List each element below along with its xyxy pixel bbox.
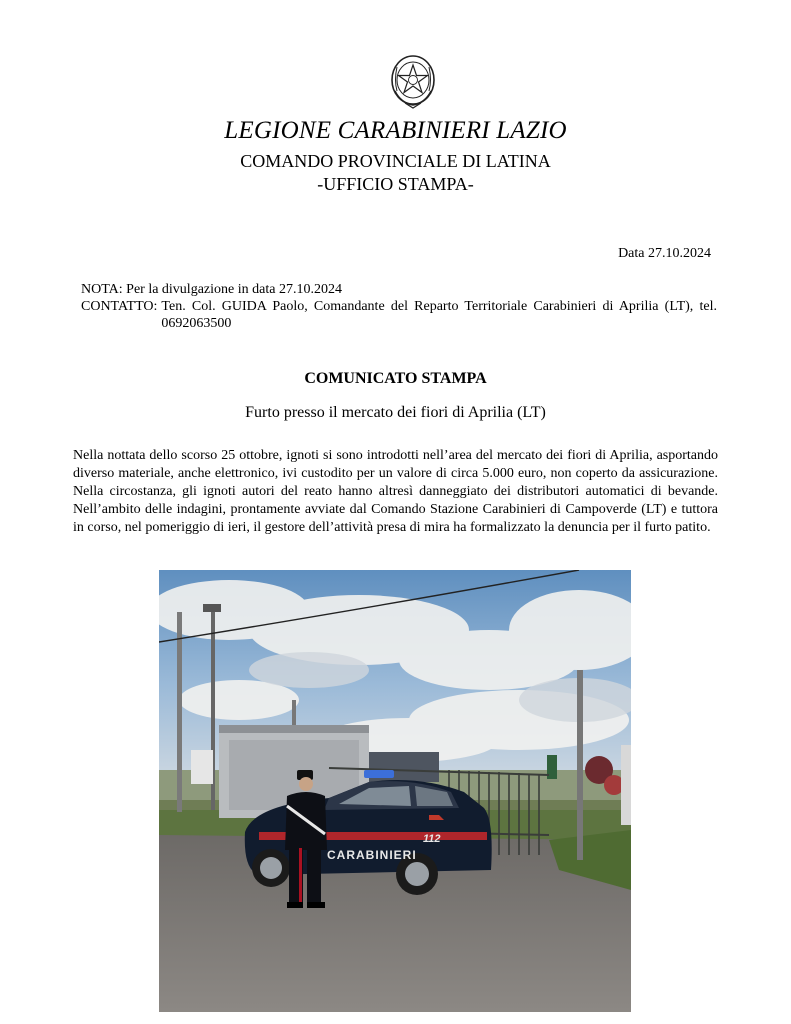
- nota-text: Per la divulgazione in data 27.10.2024: [126, 282, 342, 297]
- office-label: -UFFICIO STAMPA-: [317, 174, 474, 194]
- org-subtitle: COMANDO PROVINCIALE DI LATINA: [240, 151, 551, 171]
- document-date: Data 27.10.2024: [618, 246, 711, 261]
- contatto-text: Ten. Col. GUIDA Paolo, Comandante del Reparto Territoriale Carabinieri di Aprilia (LT), tel. 0692063500: [161, 299, 717, 331]
- car-emergency-number: 112: [423, 833, 441, 845]
- nota-row: [81, 281, 717, 298]
- org-title: LEGIONE CARABINIERI LAZIO: [224, 117, 567, 144]
- press-release-subtitle: Furto presso il mercato dei fiori di Aprilia (LT): [245, 404, 546, 421]
- press-release-title: COMUNICATO STAMPA: [304, 370, 487, 387]
- republic-emblem-icon: [389, 53, 437, 109]
- nota-label: NOTA:: [81, 282, 123, 297]
- contatto-row: [81, 298, 717, 332]
- car-door-lettering: CARABINIERI: [327, 848, 417, 862]
- notes-block: [81, 281, 717, 332]
- contatto-label: CONTATTO:: [81, 299, 158, 314]
- press-release-body: Nella nottata dello scorso 25 ottobre, ignoti si sono introdotti nell’area del mercato dei fiori di Aprilia, asportando diverso materiale, anche elettronico, ivi custodito per un valore di circa 5.000 euro, non coperto da assicurazione. Nella circostanza, gli ignoti autori del reato hanno altresì danneggiato dei distributori automatici di bevande. Nell’ambito delle indagini, prontamente avviate dal Comando Stazione Carabinieri di Campoverde (LT) e tuttora in corso, nel pomeriggio di ieri, il gestore dell’attività presa di mira ha formalizzato la denuncia per il furto patito.: [73, 448, 718, 535]
- photo-carabinieri-car: [159, 570, 631, 1012]
